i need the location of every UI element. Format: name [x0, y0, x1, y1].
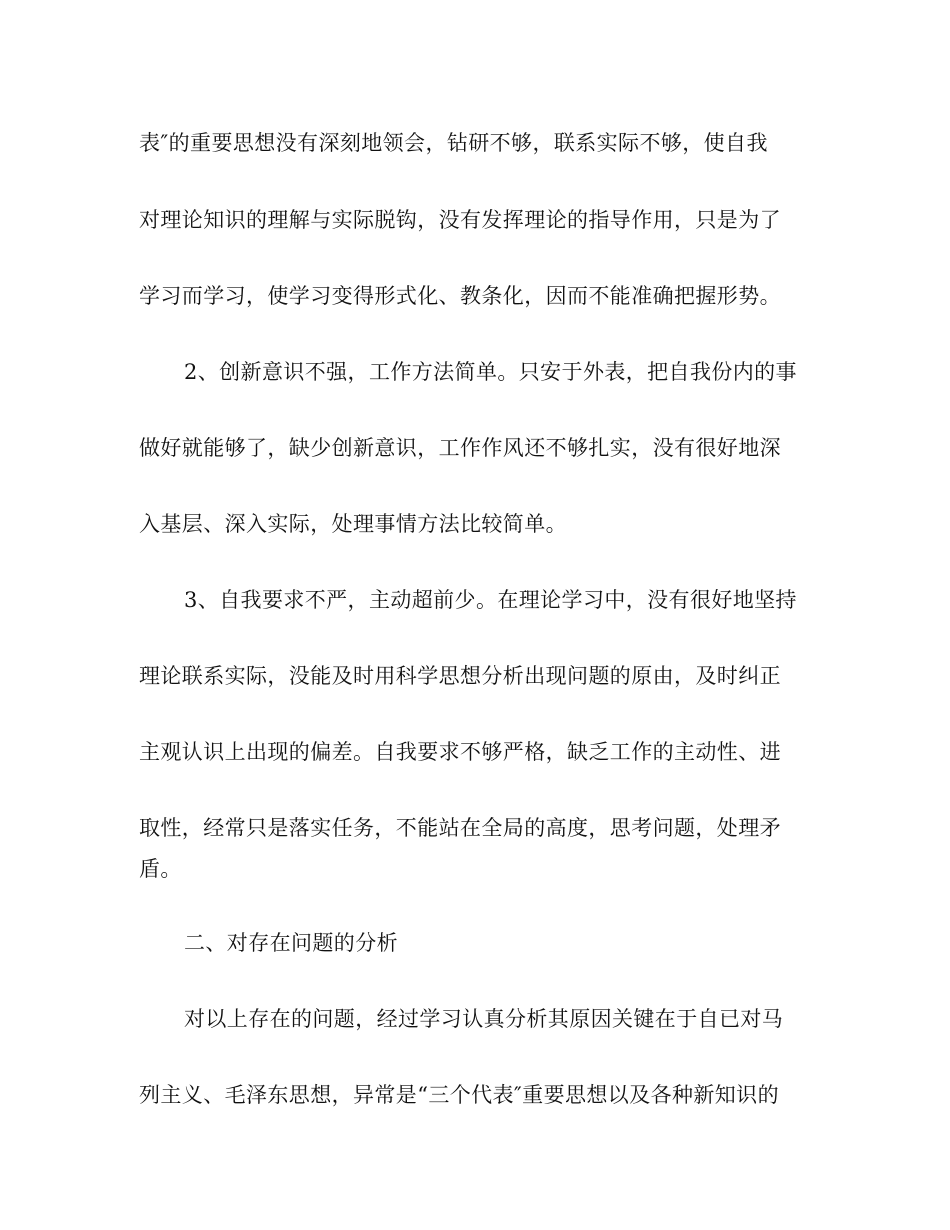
text-line: 主观认识上出现的偏差。自我要求不够严格，缺乏工作的主动性、进	[139, 740, 781, 764]
text-line: 盾。	[139, 857, 182, 881]
text-line: 做好就能够了，缺少创新意识，工作作风还不够扎实，没有很好地深	[139, 436, 781, 460]
text-line: 理论联系实际，没能及时用科学思想分析出现问题的原由，及时纠正	[139, 664, 781, 688]
text-line: 表″的重要思想没有深刻地领会，钻研不够，联系实际不够，使自我	[139, 131, 768, 155]
text-line: 对理论知识的理解与实际脱钩，没有发挥理论的指导作用，只是为了	[139, 208, 781, 232]
list-item-3: 3、自我要求不严，主动超前少。在理论学习中，没有很好地坚持	[184, 588, 797, 612]
text-line: 列主义、毛泽东思想，异常是“三个代表″重要思想以及各种新知识的	[139, 1083, 779, 1107]
text-line: 取性，经常只是落实任务，不能站在全局的高度，思考问题，处理矛	[139, 816, 781, 840]
text-line: 对以上存在的问题，经过学习认真分析其原因关键在于自已对马	[184, 1007, 784, 1031]
text-line: 入基层、深入实际，处理事情方法比较简单。	[139, 512, 567, 536]
text-line: 学习而学习，使学习变得形式化、教条化，因而不能准确把握形势。	[139, 284, 781, 308]
section-heading: 二、对存在问题的分析	[184, 931, 398, 955]
list-item-2: 2、创新意识不强，工作方法简单。只安于外表，把自我份内的事	[184, 360, 797, 384]
